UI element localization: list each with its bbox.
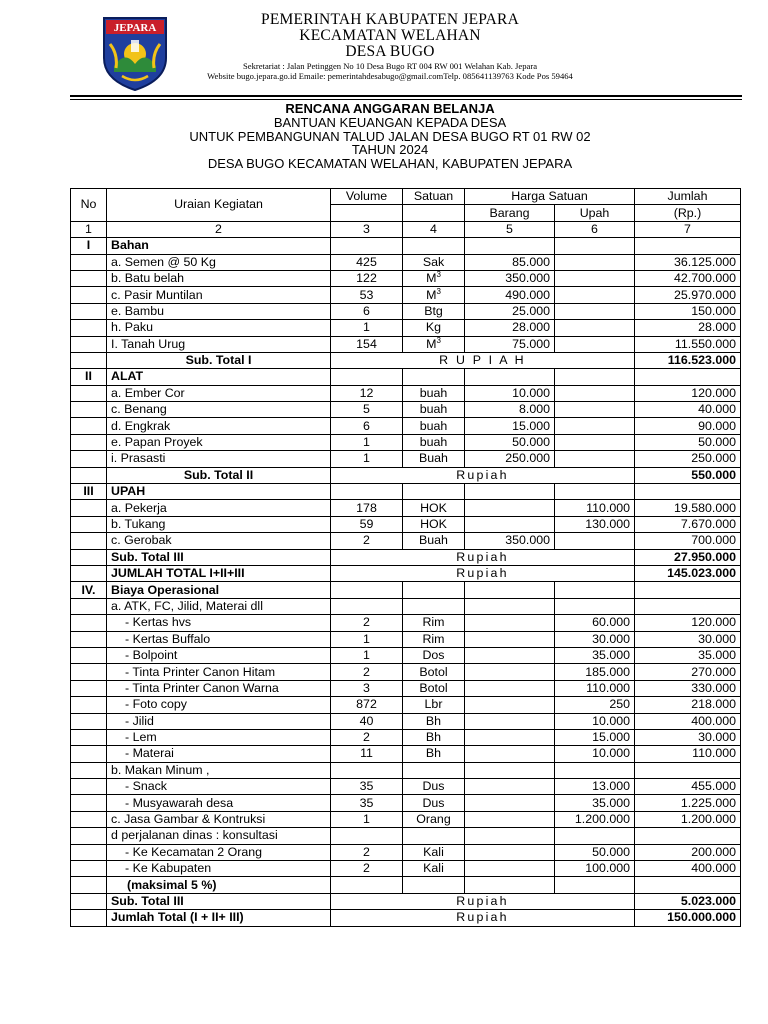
table-row: c. Jasa Gambar & Kontruksi 1 Orang 1.200.000 1.200.000 [71,811,741,827]
table-row: b. Batu belah 122 $M^3$ 350.000 42.700.000 [71,270,741,286]
table-row: - Ke Kecamatan 2 Orang 2 Kali 50.000 200.000 [71,844,741,860]
section-heading: IV. Biaya Operasional [71,582,741,598]
table-row: - Tinta Printer Canon Hitam 2 Botol 185.000 270.000 [71,664,741,680]
title-line-0: RENCANA ANGGARAN BELANJA [285,101,495,116]
letterhead-rule-thin [70,99,742,100]
letterhead-line-3: DESA BUGO [345,43,435,60]
logo-text: JEPARA [113,22,157,34]
table-row: a. Ember Cor 12 buah 10.000 120.000 [71,385,741,401]
letterhead-line-2: KECAMATAN WELAHAN [299,27,481,44]
header-upah: Upah [555,205,635,221]
table-row: h. Paku 1 Kg 28.000 28.000 [71,320,741,336]
subtotal-upah: Sub. Total III Rupiah 27.950.000 [71,549,741,565]
table-row: I. Tanah Urug 154 $M^3$ 75.000 11.550.000 [71,336,741,352]
title-line-1: BANTUAN KEUANGAN KEPADA DESA [273,114,507,130]
subtotal-alat: Sub. Total II Rupiah 550.000 [71,467,741,483]
jepara-regency-emblem-icon [100,14,170,92]
section-heading: III UPAH [71,484,741,500]
header-jumlah: Jumlah [635,189,741,205]
table-row: - Foto copy 872 Lbr 250 218.000 [71,697,741,713]
table-row: - Musyawarah desa 35 Dus 35.000 1.225.000 [71,795,741,811]
section-heading: I Bahan [71,238,741,254]
table-row: - Kertas Buffalo 1 Rim 30.000 30.000 [71,631,741,647]
table-row: a. Pekerja 178 HOK 110.000 19.580.000 [71,500,741,516]
grand-total-row: JUMLAH TOTAL I+II+III Rupiah 145.023.000 [71,565,741,581]
table-row: c. Pasir Muntilan 53 $M^3$ 490.000 25.970.000 [71,287,741,303]
table-row: - Materai 11 Bh 10.000 110.000 [71,746,741,762]
letterhead-address: Sekretariat : Jalan Petinggen No 10 Desa Bugo RT 004 RW 001 Welahan Kab. Jepara [242,61,538,71]
table-row: d. Engkrak 6 buah 15.000 90.000 [71,418,741,434]
table-row: i. Prasasti 1 Buah 250.000 250.000 [71,451,741,467]
header-satuan: Satuan [403,189,465,205]
group-heading: d perjalanan dinas : konsultasi [71,828,741,844]
section-heading: II ALAT [71,369,741,385]
header-volume: Volume [331,189,403,205]
subtotal-bahan: Sub. Total I R U P I A H 116.523.000 [71,352,741,368]
letterhead-line-1: PEMERINTAH KABUPATEN JEPARA [261,11,519,28]
table-row: c. Gerobak 2 Buah 350.000 700.000 [71,533,741,549]
header-no: No [71,189,107,222]
letterhead-contact: Website bugo.jepara.go.id Emaile: pemerintahdesabugo@gmail.comTelp. 085641139763 Kode Pos 59464 [207,71,573,81]
letterhead-rule-thick [70,95,742,97]
table-row: b. Tukang 59 HOK 130.000 7.670.000 [71,516,741,532]
group-heading: a. ATK, FC, Jilid, Materai dll [71,598,741,614]
table-row: a. Semen @ 50 Kg 425 Sak 85.000 36.125.000 [71,254,741,270]
subtotal-ops: Sub. Total III Rupiah 5.023.000 [71,893,741,909]
table-row: - Lem 2 Bh 15.000 30.000 [71,729,741,745]
table-row: - Kertas hvs 2 Rim 60.000 120.000 [71,615,741,631]
table-row: - Tinta Printer Canon Warna 3 Botol 110.000 330.000 [71,680,741,696]
header-barang: Barang [465,205,555,221]
title-line-3: TAHUN 2024 [351,142,429,158]
header-uraian: Uraian Kegiatan [107,189,331,222]
column-number-row: 1 2 3 4 5 6 7 [71,221,741,237]
group-heading: b. Makan Minum , [71,762,741,778]
table-row: - Ke Kabupaten 2 Kali 100.000 400.000 [71,861,741,877]
letterhead [0,0,768,100]
budget-table [70,188,741,927]
table-row: - Jilid 40 Bh 10.000 400.000 [71,713,741,729]
final-total-row: Jumlah Total (I + II+ III) Rupiah 150.000.000 [71,910,741,926]
table-row: - Bolpoint 1 Dos 35.000 35.000 [71,647,741,663]
header-harga-satuan: Harga Satuan [465,189,635,205]
title-line-2: UNTUK PEMBANGUNAN TALUD JALAN DESA BUGO RT 01 RW 02 [189,128,591,144]
table-row: c. Benang 5 buah 8.000 40.000 [71,402,741,418]
table-row: - Snack 35 Dus 13.000 455.000 [71,779,741,795]
table-row: e. Bambu 6 Btg 25.000 150.000 [71,303,741,319]
header-rp: (Rp.) [635,205,741,221]
table-row: e. Papan Proyek 1 buah 50.000 50.000 [71,434,741,450]
document-title [70,102,710,171]
group-heading: (maksimal 5 %) [71,877,741,893]
header-row [71,189,741,205]
title-line-4: DESA BUGO KECAMATAN WELAHAN, KABUPATEN JEPARA [207,156,573,172]
